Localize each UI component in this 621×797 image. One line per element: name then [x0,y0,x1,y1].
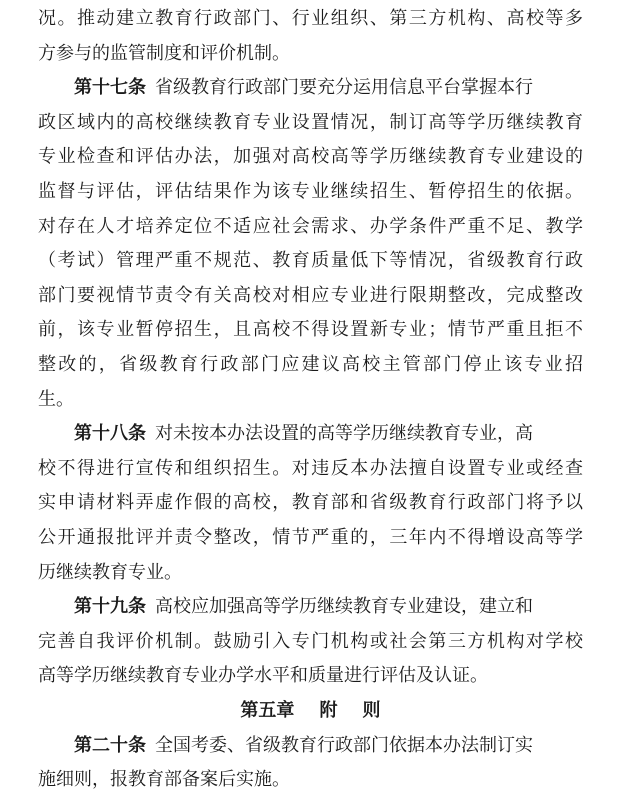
article-19-first-line [74,590,533,624]
article-18-label: 第十八条 [74,423,146,445]
paragraph-line: 完善自我评价机制。鼓励引入专门机构或社会第三方机构对学校 [38,630,583,652]
paragraph-line: 部门要视情节责令有关高校对相应专业进行限期整改，完成整改 [38,284,583,306]
article-17-first-line [74,71,533,105]
paragraph-line: 整改的，省级教育行政部门应建议高校主管部门停止该专业招 [38,354,583,375]
paragraph-line: 高等学历继续教育专业办学水平和质量进行评估及认证。 [38,665,488,687]
article-18-first-text: 对未按本办法设置的高等学历继续教育专业，高 [155,423,533,445]
article-17-label: 第十七条 [74,77,146,99]
paragraph-line: 公开通报批评并责令整改，情节严重的，三年内不得增设高等学 [38,527,583,548]
paragraph-line: 历继续教育专业。 [38,561,182,583]
paragraph-line: （考试）管理严重不规范、教育质量低下等情况，省级教育行政 [38,250,583,272]
paragraph-line: 监督与评估，评估结果作为该专业继续招生、暂停招生的依据。 [38,181,583,202]
article-19-first-text: 高校应加强高等学历继续教育专业建设，建立和 [155,596,533,618]
paragraph-line: 施细则，报教育部备案后实施。 [38,769,290,791]
paragraph-line: 对存在人才培养定位不适应社会需求、办学条件严重不足、教学 [38,215,583,237]
paragraph-line: 政区域内的高校继续教育专业设置情况，制订高等学历继续教育 [38,111,583,133]
paragraph-line: 生。 [38,388,74,410]
chapter-5-title: 第五章 附 则 [240,700,381,721]
article-20-first-line [74,729,533,763]
paragraph-line: 校不得进行宣传和组织招生。对违反本办法擅自设置专业或经查 [38,457,583,479]
article-19-label: 第十九条 [74,596,146,618]
paragraph-line: 前，该专业暂停招生，且高校不得设置新专业；情节严重且拒不 [38,319,583,341]
article-20-label: 第二十条 [74,734,146,756]
article-17-first-text: 省级教育行政部门要充分运用信息平台掌握本行 [155,77,533,99]
paragraph-line: 方参与的监管制度和评价机制。 [38,42,290,64]
article-18-first-line [74,417,533,451]
chapter-5-heading [38,694,583,729]
paragraph-line: 实申请材料弄虚作假的高校，教育部和省级教育行政部门将予以 [38,492,583,514]
paragraph-line: 况。推动建立教育行政部门、行业组织、第三方机构、高校等多 [38,8,583,29]
paragraph-line: 专业检查和评估办法，加强对高校高等学历继续教育专业建设的 [38,146,583,168]
article-20-first-text: 全国考委、省级教育行政部门依据本办法制订实 [155,734,533,756]
